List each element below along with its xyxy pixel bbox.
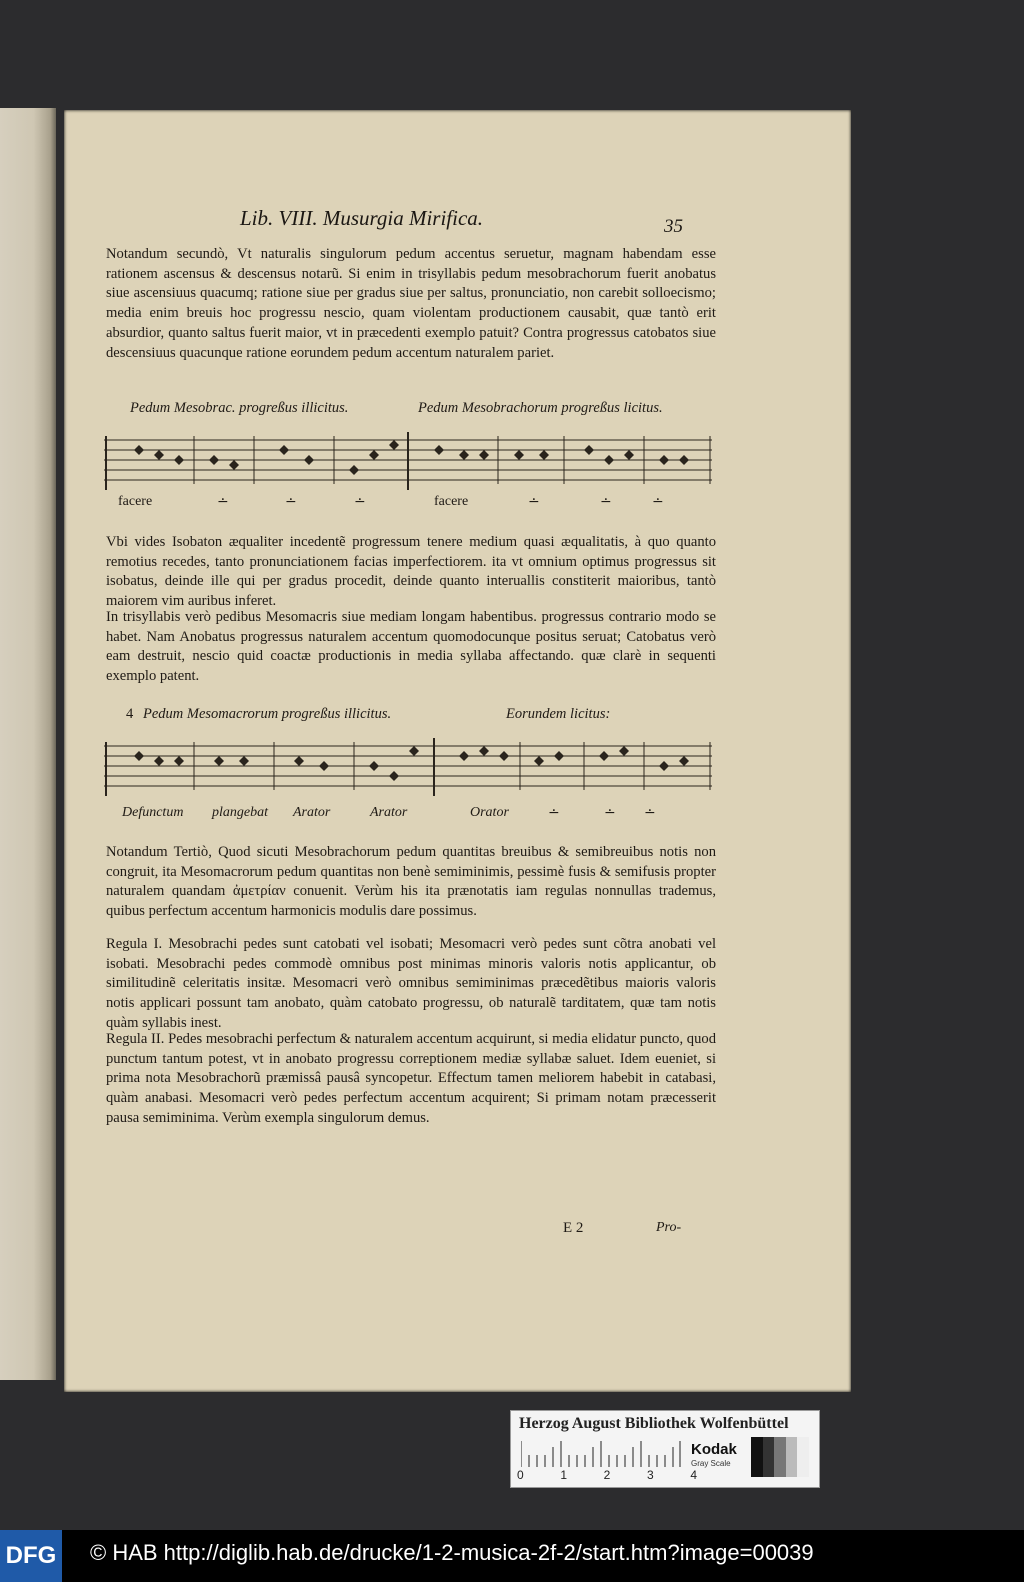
gray-scale-label: Gray Scale bbox=[691, 1459, 731, 1468]
footer-bar bbox=[0, 1530, 1024, 1582]
example2-lyric: plangebat bbox=[212, 805, 268, 820]
music-staff-example1 bbox=[104, 428, 712, 490]
music-staff-example2 bbox=[104, 734, 712, 796]
example1-dash: ∸ bbox=[528, 495, 540, 510]
example1-dash: ∸ bbox=[354, 495, 366, 510]
library-color-card bbox=[510, 1410, 820, 1488]
example2-lyric: Orator bbox=[470, 805, 509, 820]
example1-lyric-right: facere bbox=[434, 494, 469, 509]
paragraph-4: Notandum Tertiò, Quod sicuti Mesobrachorum pedum quantitas breuibus & semibreuibus notis non congruit, ita Mesomacrorum pedum quantitas non benè semiminimis, pessimè fusis & semifusis propter naturalem quandam ἀμετρίαν conuenit. Verùm his ita prænotatis iam regulas nonnullas trademus, quibus perfectum accentum harmonicis modulis dare possimus. bbox=[106, 844, 716, 920]
ruler-number: 3 bbox=[646, 1468, 654, 1482]
page-number: 35 bbox=[664, 216, 683, 237]
copyright-link[interactable]: © HAB http://diglib.hab.de/drucke/1-2-musica-2f-2/start.htm?image=00039 bbox=[90, 1540, 814, 1565]
example1-lyric-left: facere bbox=[118, 494, 153, 509]
example2-lyric: Defunctum bbox=[122, 805, 184, 820]
example2-dash: ∸ bbox=[604, 806, 616, 821]
example1-dash: ∸ bbox=[600, 495, 612, 510]
paragraph-3: In trisyllabis verò pedibus Mesomacris siue mediam longam habentibus. progressus contrario modo se habet. Nam Anobatus progressus naturalem accentum quomodocunque positus seruat; Catobatus verò eam destruit, nescio quid coactæ productionis in media syllaba affectando. quæ clarè in sequenti exemplo patent. bbox=[106, 609, 716, 685]
facing-page-edge bbox=[0, 108, 56, 1380]
example2-number: 4 bbox=[126, 706, 134, 722]
example1-caption-left: Pedum Mesobrac. progreßus illicitus. bbox=[130, 400, 349, 416]
ruler-number: 1 bbox=[560, 1468, 568, 1482]
example2-caption-left: Pedum Mesomacrorum progreßus illicitus. bbox=[143, 706, 392, 722]
example1-dash: ∸ bbox=[652, 495, 664, 510]
library-name: Herzog August Bibliothek Wolfenbüttel bbox=[519, 1415, 789, 1432]
example2-dash: ∸ bbox=[644, 806, 656, 821]
paragraph-5: Regula I. Mesobrachi pedes sunt catobati vel isobati; Mesomacri verò pedes sunt cõtra anobati vel isobati. Mesobrachi pedes commodè omnibus post minimas minoris valoris notis applicantur, ob similitudinẽ celeritatis insitæ. Mesomacri verò omnibus semiminimas præcedẽtibus maioris valoris notis applicari possunt tam anobato, quàm catobato progressu, ob naturalẽ tarditatem, quæ tam notis quàm syllabis inest. bbox=[106, 936, 716, 1031]
example2-caption-right: Eorundem licitus: bbox=[506, 706, 611, 722]
example2-lyric: Arator bbox=[370, 805, 408, 820]
ruler-scale bbox=[521, 1441, 681, 1469]
running-head: Lib. VIII. Musurgia Mirifica. bbox=[240, 206, 484, 230]
gray-scale-patches bbox=[751, 1437, 809, 1477]
catchword: Pro- bbox=[656, 1220, 682, 1235]
ruler-number: 4 bbox=[690, 1468, 697, 1482]
ruler-number: 0 bbox=[517, 1468, 524, 1482]
example1-dash: ∸ bbox=[285, 495, 297, 510]
example1-dash: ∸ bbox=[217, 495, 229, 510]
paragraph-6: Regula II. Pedes mesobrachi perfectum & naturalem accentum acquirunt, si media elidatur puncto, quod punctum tantum potest, vt in anobato progressu correptionem mediæ syllabæ saluet. Idem eueniet, si prima nota Mesobrachorũ præmissâ pausâ syncopetur. Effectum tamen meliorem habebit in catabasi, quàm anabasi. Mesomacri verò pedes perfectum accentum acquirent; Si primam notam præcesserit pausa semiminima. Verùm exempla singulorum demus. bbox=[106, 1031, 716, 1126]
kodak-logo: Kodak bbox=[691, 1441, 737, 1458]
example2-dash: ∸ bbox=[548, 806, 560, 821]
dfg-logo: DFG bbox=[0, 1530, 62, 1582]
paragraph-2: Vbi vides Isobaton æqualiter incedentẽ progressum tenere medium quasi æqualitatis, à quo quanto remotius recedes, tanto pronunciationem facias imperfectiorem. ita vt omnium optimus progressus sit isobatus, deinde ille qui per gradus procedit, deinde quanto interuallis constiterit maioribus, tantò maiorem vim auribus inferet. bbox=[106, 534, 716, 610]
ruler-number: 2 bbox=[603, 1468, 611, 1482]
ruler-numbers bbox=[517, 1468, 697, 1482]
example1-caption-right: Pedum Mesobrachorum progreßus licitus. bbox=[418, 400, 663, 416]
signature-mark: E 2 bbox=[563, 1220, 584, 1236]
example2-lyric: Arator bbox=[293, 805, 331, 820]
paragraph-1: Notandum secundò, Vt naturalis singulorum pedum accentus seruetur, magnam habendam esse rationem ascensus & descensus notarũ. Si enim in trisyllabis pedum mesobrachorum fuerit anobatus siue ascensiuus quacumq; ratione siue per gradus siue per saltus, pronunciatio, non carebit solloecismo; media enim breuis hoc progressu nescio, quam violentam productionem causabit, quæ tantò erit absurdior, quanto saltus fuerit maior, vt in præcedenti exemplo patuit? Contra progressus catobatos siue descensiuus quacunque ratione eorundem pedum accentum naturalem pariet. bbox=[106, 246, 716, 361]
